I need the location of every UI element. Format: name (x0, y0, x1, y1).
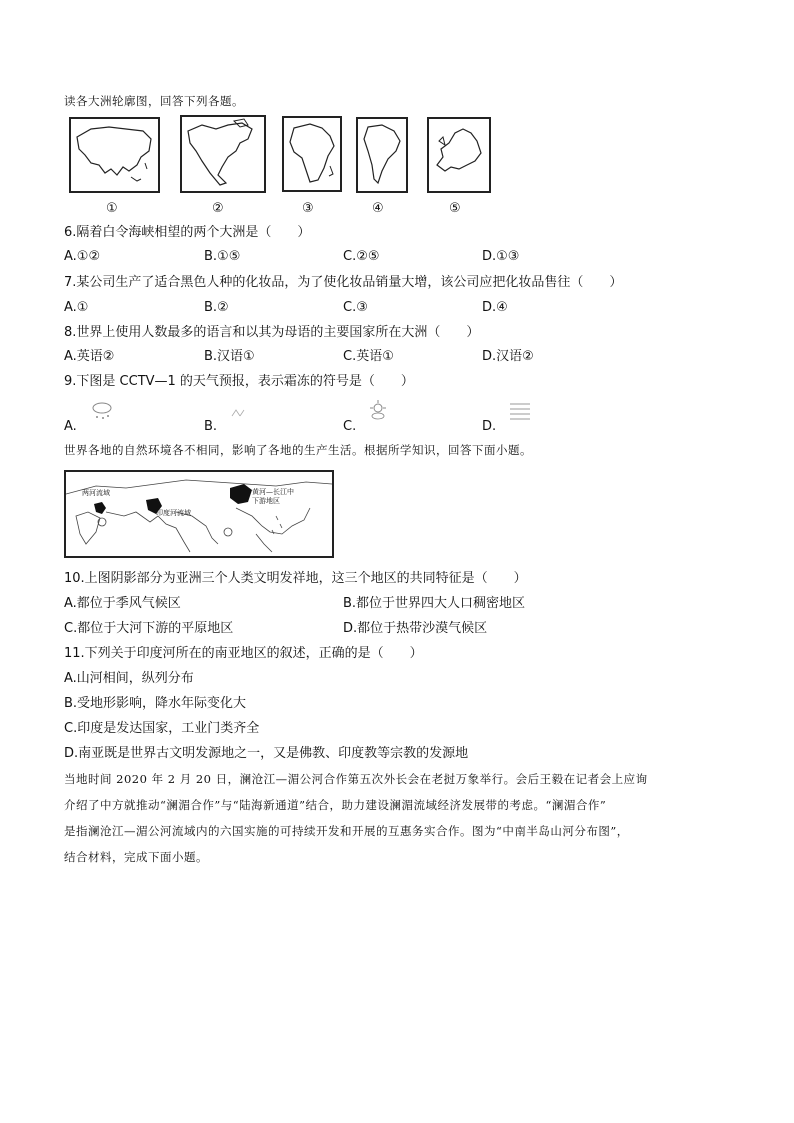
question-11-stem: 11.下列关于印度河所在的南亚地区的叙述，正确的是（ ） (64, 646, 423, 661)
question-8-option-a: A.英语② (64, 349, 115, 364)
question-7-option-a: A.① (64, 300, 89, 315)
weather-cloud-snow-icon (88, 398, 116, 426)
question-11-option-a: A.山河相间，纵列分布 (64, 671, 194, 686)
passage-line-2: 介绍了中方就推动“澜湄合作”与“陆海新通道”结合，助力建设澜湄流域经济发展带的考虑。“澜湄合作” (64, 798, 607, 812)
question-7-stem: 7.某公司生产了适合黑色人种的化妆品，为了使化妆品销量大增，该公司应把化妆品售往（ ） (64, 275, 623, 290)
continent-map-south-america (356, 117, 408, 193)
question-11-option-d: D.南亚既是世界古文明发源地之一，又是佛教、印度教等宗教的发源地 (64, 746, 469, 761)
question-6-option-c: C.②⑤ (343, 249, 380, 264)
continent-map-europe (427, 117, 491, 193)
question-10-option-b: B.都位于世界四大人口稠密地区 (343, 596, 526, 611)
question-6-stem: 6.隔着白令海峡相望的两个大洲是（ ） (64, 225, 311, 240)
question-11-option-b: B.受地形影响，降水年际变化大 (64, 696, 247, 711)
continent-label-3: ③ (302, 201, 314, 216)
question-9-stem: 9.下图是 CCTV—1 的天气预报，表示霜冻的符号是（ ） (64, 374, 414, 389)
intro-continents: 读各大洲轮廓图，回答下列各题。 (64, 94, 244, 108)
continent-map-north-america (180, 115, 266, 193)
question-6-option-a: A.①② (64, 249, 101, 264)
weather-sun-cloud-icon (364, 398, 392, 424)
weather-frost-icon (228, 402, 248, 422)
question-10-option-a: A.都位于季风气候区 (64, 596, 181, 611)
question-10-stem: 10.上图阴影部分为亚洲三个人类文明发祥地，这三个地区的共同特征是（ ） (64, 571, 527, 586)
question-8-option-b: B.汉语① (204, 349, 255, 364)
intro-regions: 世界各地的自然环境各不相同，影响了各地的生产生活。根据所学知识，回答下面小题。 (64, 443, 532, 457)
question-7-option-d: D.④ (482, 300, 508, 315)
continent-label-4: ④ (372, 201, 384, 216)
question-6-option-b: B.①⑤ (204, 249, 241, 264)
continent-label-5: ⑤ (449, 201, 461, 216)
question-9-option-c: C. (343, 419, 357, 434)
question-10-option-c: C.都位于大河下游的平原地区 (64, 621, 234, 636)
question-7-option-b: B.② (204, 300, 229, 315)
question-8-option-d: D.汉语② (482, 349, 534, 364)
continent-label-2: ② (212, 201, 224, 216)
question-9-option-b: B. (204, 419, 218, 434)
continent-map-asia (69, 117, 160, 193)
question-9-option-d: D. (482, 419, 497, 434)
question-10-option-d: D.都位于热带沙漠气候区 (343, 621, 488, 636)
asia-civilization-map (64, 470, 334, 558)
map-label-west: 两河流域 (82, 489, 110, 497)
continent-map-africa (282, 116, 342, 192)
passage-line-1: 当地时间 2020 年 2 月 20 日，澜沧江—湄公河合作第五次外长会在老挝万象举行。会后王毅在记者会上应询 (64, 772, 648, 786)
question-11-option-c: C.印度是发达国家，工业门类齐全 (64, 721, 260, 736)
weather-fog-icon (506, 398, 534, 424)
passage-line-3: 是指澜沧江—湄公河流域内的六国实施的可持续开发和开展的互惠务实合作。图为“中南半岛山河分布图”， (64, 824, 629, 838)
continent-label-1: ① (106, 201, 118, 216)
question-7-option-c: C.③ (343, 300, 368, 315)
map-label-china: 黄河—长江中下游地区 (252, 488, 294, 505)
question-8-option-c: C.英语① (343, 349, 394, 364)
map-label-india: 印度河流域 (156, 509, 191, 517)
question-8-stem: 8.世界上使用人数最多的语言和以其为母语的主要国家所在大洲（ ） (64, 325, 480, 340)
passage-line-4: 结合材料，完成下面小题。 (64, 850, 208, 864)
question-6-option-d: D.①③ (482, 249, 520, 264)
question-9-option-a: A. (64, 419, 77, 434)
